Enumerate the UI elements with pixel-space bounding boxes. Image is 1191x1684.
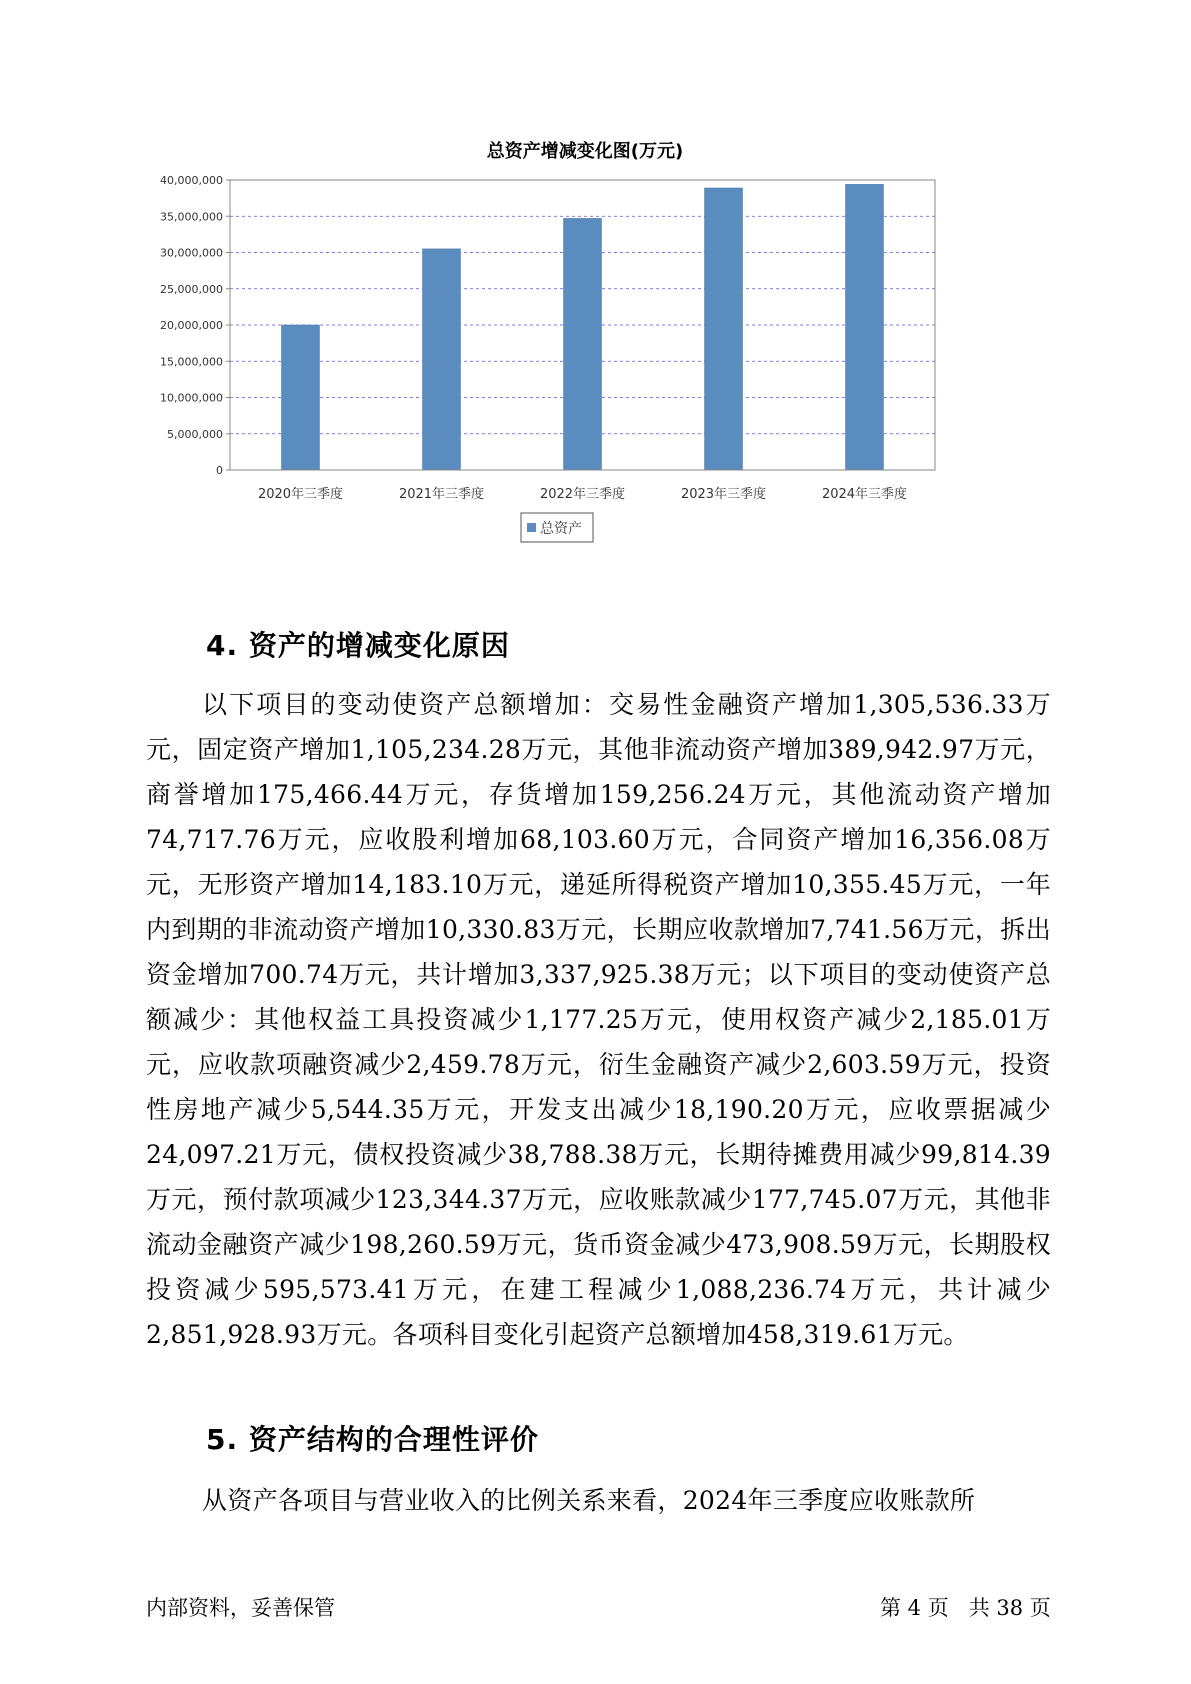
y-tick-label: 0	[216, 464, 223, 477]
y-tick-label: 35,000,000	[160, 210, 223, 224]
asset-structure-evaluation-paragraph: 从资产各项目与营业收入的比例关系来看，2024年三季度应收账款所	[202, 1486, 976, 1515]
y-tick-label: 20,000,000	[160, 319, 223, 332]
y-tick-label: 10,000,000	[160, 391, 223, 405]
chart-legend	[521, 513, 593, 542]
chart-x-axis	[258, 486, 907, 502]
total-assets-chart	[150, 140, 1040, 600]
chart-bar	[846, 184, 884, 470]
section-heading-asset-change-reasons: 4. 资产的增减变化原因	[206, 629, 510, 662]
chart-y-axis	[160, 174, 230, 477]
footer-page-number: 第 4 页 共 38 页	[880, 1596, 1051, 1620]
legend-label: 总资产	[540, 521, 582, 537]
section-heading-asset-structure-evaluation: 5. 资产结构的合理性评价	[206, 1423, 539, 1456]
y-tick-label: 25,000,000	[160, 282, 223, 296]
y-tick-label: 30,000,000	[160, 246, 223, 260]
y-tick-label: 40,000,000	[160, 174, 223, 187]
y-tick-label: 5,000,000	[167, 427, 223, 441]
legend-swatch	[527, 523, 536, 532]
asset-change-reasons-paragraph: 以下项目的变动使资产总额增加：交易性金融资产增加1,305,536.33万元，固定资产增加1,105,234.28万元，其他非流动资产增加389,942.97万元，商誉增加175,466.44万元，存货增加159,256.24万元，其他流动资产增加74,717.76万元，应收股利增加68,103.60万元，合同资产增加16,356.08万元，无形资产增加14,183.10万元，递延所得税资产增加10,355.45万元，一年内到期的非流动资产增加10,330.83万元，长期应收款增加7,741.56万元，拆出资金增加700.74万元，共计增加3,337,925.38万元；以下项目的变动使资产总额减少：其他权益工具投资减少1,177.25万元，使用权资产减少2,185.01万元，应收款项融资减少2,459.78万元，衍生金融资产减少2,603.59万元，投资性房地产减少5,544.35万元，开发支出减少18,190.20万元，应收票据减少24,097.21万元，债权投资减少38,788.38万元，长期待摊费用减少99,814.39万元，预付款项减少123,344.37万元，应收账款减少177,745.07万元，其他非流动金融资产减少198,260.59万元，货币资金减少473,908.59万元，长期股权投资减少595,573.41万元，在建工程减少1,088,236.74万元，共计减少2,851,928.93万元。各项科目变化引起资产总额增加458,319.61万元。	[146, 690, 1051, 1349]
x-tick-label: 2023年三季度	[680, 487, 767, 502]
x-tick-label: 2024年三季度	[821, 487, 908, 502]
chart-bar	[564, 218, 602, 470]
chart-bar	[423, 249, 461, 470]
chart-bar	[705, 188, 743, 470]
x-tick-label: 2020年三季度	[257, 487, 344, 502]
footer-confidential-note: 内部资料，妥善保管	[146, 1596, 335, 1620]
x-tick-label: 2022年三季度	[539, 487, 626, 502]
chart-title: 总资产增减变化图(万元)	[486, 141, 684, 162]
y-tick-label: 15,000,000	[160, 355, 223, 369]
chart-bars	[282, 184, 884, 470]
chart-svg	[150, 140, 1040, 600]
x-tick-label: 2021年三季度	[398, 487, 485, 502]
chart-bar	[282, 325, 320, 470]
